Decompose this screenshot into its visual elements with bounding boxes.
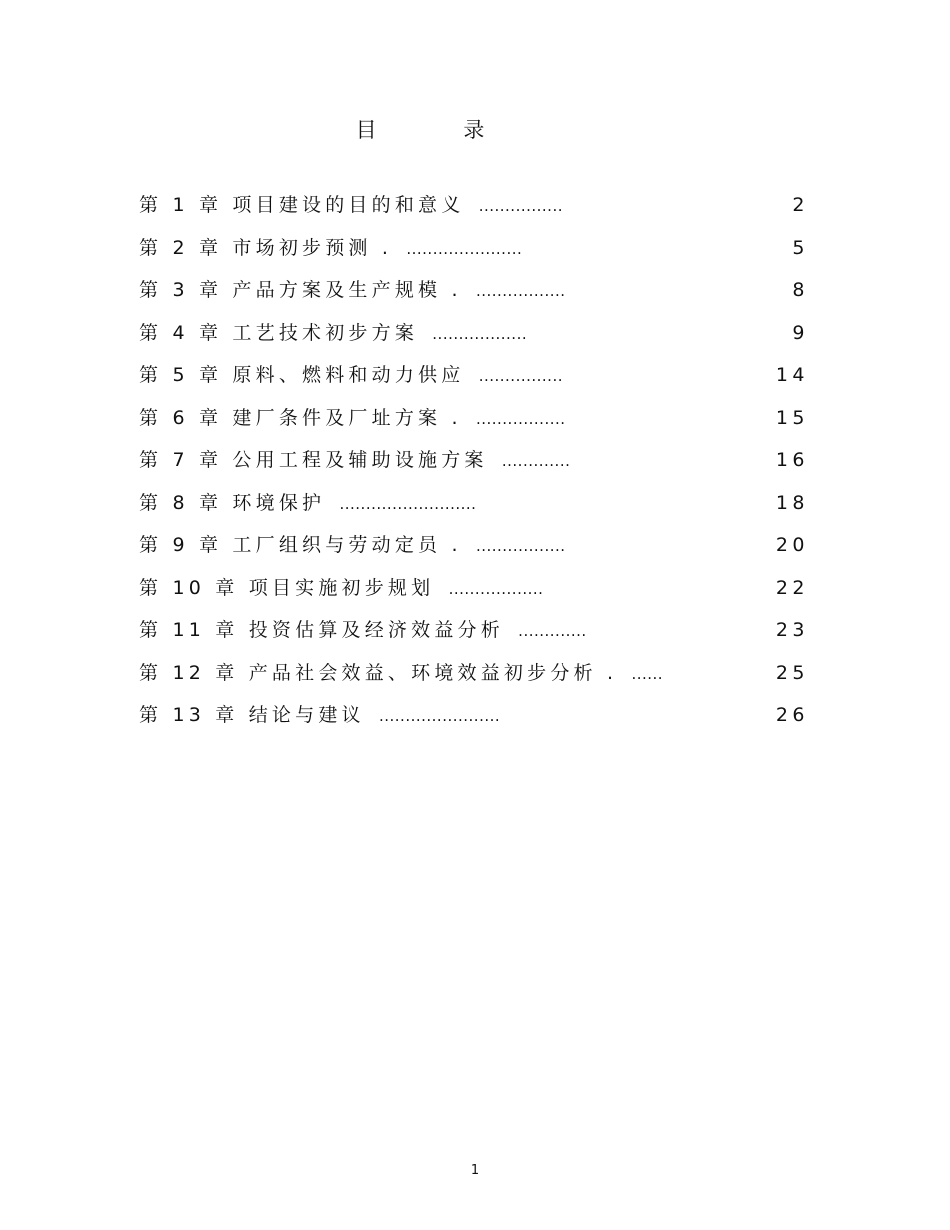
toc-chapter-label: 第 3 章 [139,279,223,301]
toc-chapter-title: 产品社会效益、环境效益初步分析 . [248,661,618,684]
toc-entry-text [139,658,663,689]
toc-page-number: 8 [792,279,809,301]
toc-entry[interactable] [139,403,809,446]
toc-chapter-label: 第 12 章 [139,661,239,684]
toc-page-number: 23 [775,619,809,641]
toc-leader-dots: .................. [448,579,544,598]
toc-entry-text [139,700,500,731]
toc-page-number: 26 [775,704,809,726]
toc-leader-dots: ...................... [406,239,523,258]
toc-entry-text [139,275,566,306]
toc-entry[interactable] [139,488,809,531]
toc-chapter-title: 环境保护 [232,491,326,514]
toc-page-number: 5 [792,236,809,259]
toc-chapter-title: 投资估算及经济效益分析 [248,619,504,641]
toc-entry[interactable] [139,700,809,743]
toc-entry[interactable] [139,615,809,658]
toc-entry-text [139,573,543,604]
toc-leader-dots: ....................... [378,707,501,725]
toc-entry-text [139,360,563,391]
toc-leader-dots: .................. [432,324,528,343]
toc-entry[interactable] [139,360,809,403]
toc-page-number: 15 [775,406,809,429]
toc-leader-dots: ................. [475,282,566,300]
toc-entry-text [139,445,570,476]
toc-page-number: 25 [775,661,809,684]
page-number: 1 [470,1163,480,1178]
toc-entry[interactable] [139,573,809,616]
toc-leader-dots: ............. [501,452,571,470]
toc-entry[interactable] [139,658,809,701]
toc-leader-dots: ................. [475,409,566,428]
toc-entry-text [139,530,566,561]
toc-page-number: 16 [775,449,809,471]
toc-entry[interactable] [139,318,809,361]
toc-chapter-title: 建厂条件及厂址方案 . [232,406,462,429]
toc-page-number: 14 [775,364,809,386]
toc-entry-text [139,318,527,349]
toc-page-number: 2 [792,194,809,216]
toc-chapter-title: 工厂组织与劳动定员 . [232,534,462,556]
toc-chapter-label: 第 11 章 [139,619,239,641]
toc-chapter-label: 第 8 章 [139,491,223,514]
toc-chapter-title: 工艺技术初步方案 [232,321,419,344]
toc-chapter-label: 第 1 章 [139,194,223,216]
toc-entry-text [139,190,563,221]
toc-entry[interactable] [139,233,809,276]
toc-chapter-title: 市场初步预测 . [232,236,393,259]
toc-chapter-label: 第 2 章 [139,236,223,259]
toc-entry-text [139,488,476,519]
toc-chapter-label: 第 10 章 [139,576,239,599]
toc-chapter-label: 第 6 章 [139,406,223,429]
toc-entry[interactable] [139,190,809,233]
toc-leader-dots: ...... [631,664,664,683]
toc-page-number: 18 [775,491,809,514]
toc-leader-dots: ............. [518,622,587,640]
toc-chapter-label: 第 7 章 [139,449,223,471]
toc-chapter-label: 第 4 章 [139,321,223,344]
toc-entry-text [139,403,566,434]
toc-chapter-label: 第 13 章 [139,704,239,726]
toc-chapter-title: 公用工程及辅助设施方案 [232,449,488,471]
toc-leader-dots: ................. [475,537,566,555]
toc-page-number: 20 [775,534,809,556]
toc-chapter-title: 项目实施初步规划 [248,576,435,599]
toc-page-number: 22 [775,576,809,599]
toc-chapter-label: 第 9 章 [139,534,223,556]
toc-title: 目 录 [355,118,525,142]
toc-entry-text [139,615,587,646]
toc-entry[interactable] [139,445,809,488]
toc-entry[interactable] [139,275,809,318]
toc-entry-text [139,233,522,264]
toc-entry[interactable] [139,530,809,573]
toc-page-number: 9 [792,321,809,344]
toc-chapter-title: 产品方案及生产规模 . [232,279,462,301]
toc-leader-dots: ................ [478,197,563,215]
toc-chapter-title: 项目建设的目的和意义 [232,194,465,216]
toc-chapter-label: 第 5 章 [139,364,223,386]
toc-chapter-title: 原料、燃料和动力供应 [232,364,465,386]
toc-leader-dots: .......................... [339,494,477,513]
table-of-contents [139,190,809,743]
toc-leader-dots: ................ [478,367,563,385]
toc-chapter-title: 结论与建议 [248,704,365,726]
